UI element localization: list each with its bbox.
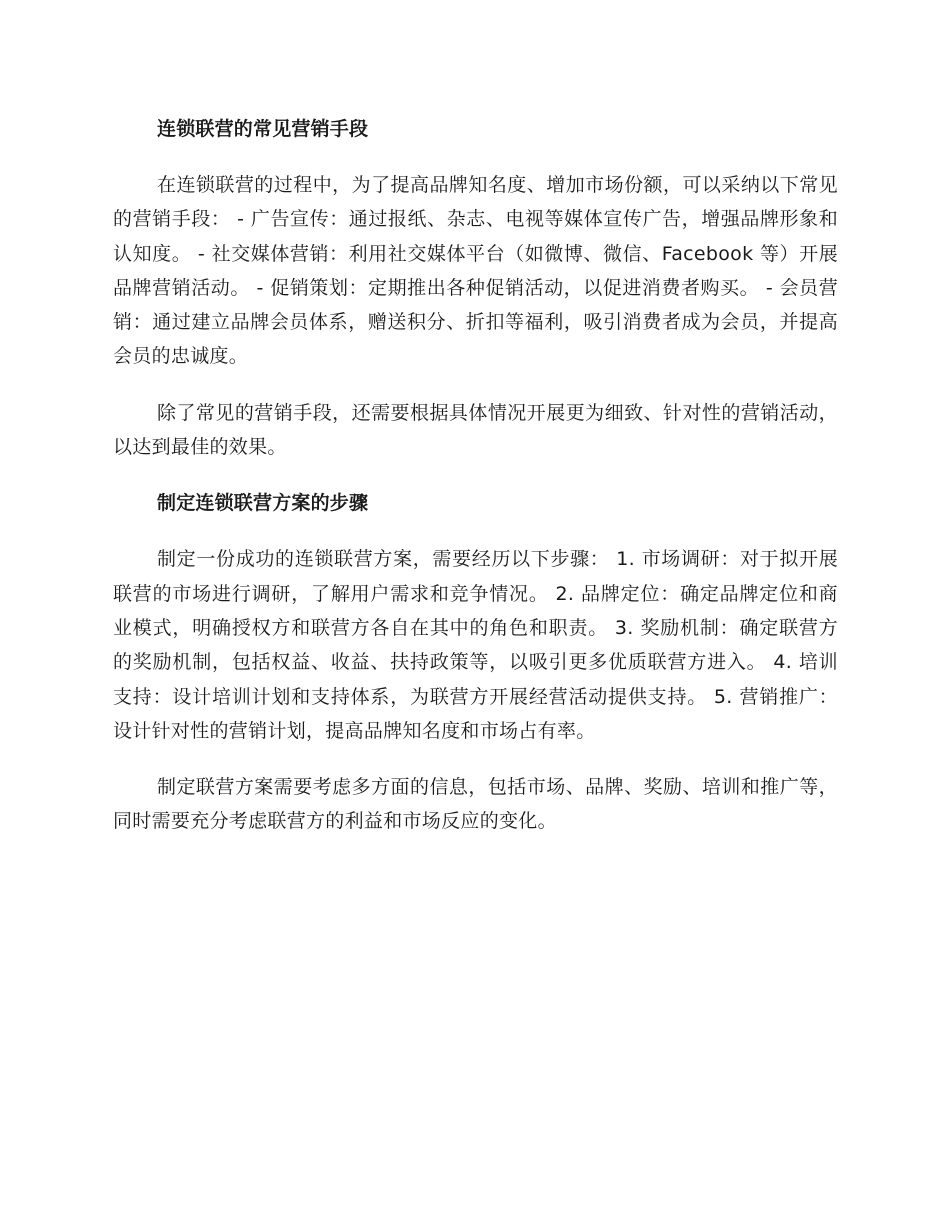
section-heading-plan-steps: 制定连锁联营方案的步骤	[157, 492, 369, 515]
document-body	[113, 112, 838, 839]
paragraph-plan-considerations: 制定联营方案需要考虑多方面的信息，包括市场、品牌、奖励、培训和推广等，同时需要充分考虑联营方的利益和市场反应的变化。	[113, 776, 838, 833]
paragraph-marketing-detail: 除了常见的营销手段，还需要根据具体情况开展更为细致、针对性的营销活动，以达到最佳的效果。	[113, 401, 838, 459]
paragraph-marketing-methods: 在连锁联营的过程中，为了提高品牌知名度、增加市场份额，可以采纳以下常见的营销手段： - 广告宣传：通过报纸、杂志、电视等媒体宣传广告，增强品牌形象和认知度。 - 社交媒体营销：利用社交媒体平台（如微博、微信、Facebook 等）开展品牌营销活动。 - 促销策划：定期推出各种促销活动，以促进消费者购买。 - 会员营销：通过建立品牌会员体系，赠送积分、折扣等福利，吸引消费者成为会员，并提高会员的忠诚度。	[113, 174, 838, 368]
section-heading-marketing-methods: 连锁联营的常见营销手段	[157, 118, 369, 140]
paragraph-plan-steps: 制定一份成功的连锁联营方案，需要经历以下步骤： 1. 市场调研：对于拟开展联营的市场进行调研，了解用户需求和竞争情况。 2. 品牌定位：确定品牌定位和商业模式，明确授权方和联营方各自在其中的角色和职责。 3. 奖励机制：确定联营方的奖励机制，包括权益、收益、扶持政策等，以吸引更多优质联营方进入。 4. 培训支持：设计培训计划和支持体系，为联营方开展经营活动提供支持。 5. 营销推广：设计针对性的营销计划，提高品牌知名度和市场占有率。	[113, 548, 838, 742]
